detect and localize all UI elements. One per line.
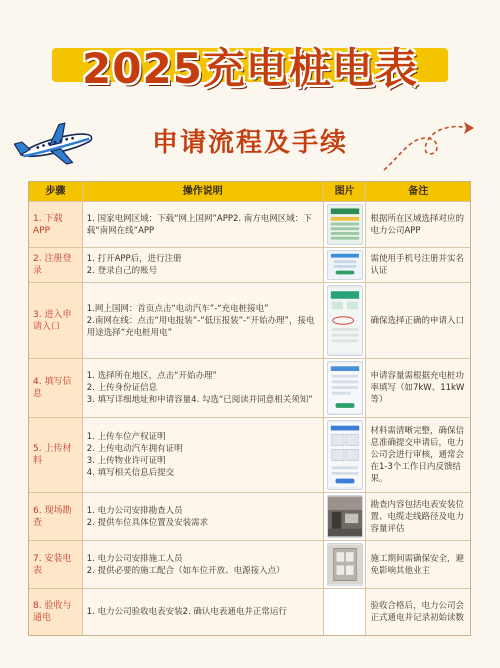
operation-line: 1. 电力公司验收电表安装2. 确认电表通电并正常运行	[86, 607, 287, 617]
operation-line: 2. 上传电动汽车拥有证明	[86, 444, 183, 454]
note-cell: 申请容量需根据充电桩功率填写（如7kW、11kW等）	[365, 359, 470, 417]
operation-line: 1. 电力公司安排施工人员	[86, 553, 183, 564]
step-label: 2. 注册登录	[29, 248, 82, 282]
garage-photo-icon	[327, 495, 363, 538]
image-cell	[323, 202, 366, 247]
note-cell: 施工期间需确保安全，避免影响其他业主	[365, 541, 470, 588]
table-row	[29, 492, 470, 540]
operation-line: 2. 提供必要的施工配合（如车位开放、电源接入点）	[86, 565, 285, 576]
upload-screenshot-icon	[327, 420, 363, 490]
operation-line: 1.网上国网：首页点击“电动汽车”-“充电桩接电”	[86, 303, 269, 314]
step-label: 5. 上传材料	[29, 418, 82, 492]
operation-line: 2.南网在线：点击“用电报装”-“低压报装”-“开始办理”，接电用途选择“充电桩用电”	[86, 315, 315, 338]
note-cell: 需使用手机号注册并实名认证	[365, 248, 470, 282]
table-row	[29, 540, 470, 588]
image-cell	[323, 493, 366, 540]
operation-cell	[82, 359, 323, 417]
process-table	[28, 181, 471, 636]
table-row	[29, 201, 470, 247]
column-header-step: 步骤	[29, 182, 82, 201]
image-cell	[323, 541, 366, 588]
image-cell	[323, 248, 366, 282]
note-cell: 根据所在区域选择对应的电力公司APP	[365, 202, 470, 247]
image-cell-empty	[323, 589, 366, 635]
table-row	[29, 417, 470, 492]
app-store-screenshot-icon	[327, 204, 363, 245]
step-label: 1. 下载 APP	[29, 202, 82, 247]
image-cell	[323, 283, 366, 358]
operation-line: 2. 上传身份证信息	[86, 383, 158, 393]
operation-cell	[82, 589, 323, 635]
operation-line: 1. 打开APP后，进行注册	[86, 254, 182, 264]
page-subtitle: 申请流程及手续	[151, 128, 348, 158]
operation-line: 1. 选择所在地区，点击“开始办理”	[86, 371, 217, 381]
operation-line: 2. 登录自己的账号	[86, 266, 158, 276]
step-label: 4. 填写信息	[29, 359, 82, 417]
step-label: 3. 进入申请入口	[29, 283, 82, 358]
image-cell	[323, 418, 366, 492]
page-title: 2025充电桩电表	[82, 44, 418, 93]
column-header-note: 备注	[365, 182, 470, 201]
table-row	[29, 282, 470, 358]
login-screenshot-icon	[327, 250, 363, 280]
operation-cell	[82, 248, 323, 282]
app-menu-screenshot-icon	[327, 285, 363, 356]
operation-cell	[82, 541, 323, 588]
column-header-image: 图片	[323, 182, 366, 201]
step-label: 8. 验收与通电	[29, 589, 82, 635]
operation-line: 4. 填写相关信息后提交	[86, 468, 175, 478]
note-cell: 材料需清晰完整，确保信息准确提交申请后，电力公司会进行审核，通常会在1-3个工作日内反馈结果。	[365, 418, 470, 492]
form-screenshot-icon	[327, 361, 363, 415]
step-label: 6. 现场勘查	[29, 493, 82, 540]
operation-line: 3. 填写详细地址和申请容量4. 勾选“已阅读并同意相关须知”	[86, 395, 313, 405]
operation-cell	[82, 202, 323, 247]
step-label: 7. 安装电表	[29, 541, 82, 588]
operation-line: 3. 上传物业许可证明	[86, 456, 166, 466]
table-row	[29, 358, 470, 417]
operation-cell	[82, 493, 323, 540]
operation-cell	[82, 418, 323, 492]
operation-line: 2. 提供车位具体位置及安装需求	[86, 517, 209, 528]
operation-line: 1. 电力公司安排勘查人员	[86, 505, 183, 516]
operation-line: 1. 国家电网区域：下载“网上国网”APP2. 南方电网区域：下载“南网在线”APP	[86, 213, 312, 236]
table-header-row	[29, 182, 470, 201]
dashed-flight-path-icon	[380, 116, 476, 176]
meter-box-photo-icon	[327, 543, 363, 586]
note-cell: 验收合格后，电力公司会正式通电并记录初始读数	[365, 589, 470, 635]
operation-line: 1. 上传车位产权证明	[86, 432, 166, 442]
operation-cell	[82, 283, 323, 358]
note-cell: 勘查内容包括电表安装位置、电缆走线路径及电力容量评估	[365, 493, 470, 540]
table-row	[29, 247, 470, 282]
column-header-operation: 操作说明	[82, 182, 323, 201]
image-cell	[323, 359, 366, 417]
table-row	[29, 588, 470, 635]
note-cell: 确保选择正确的申请入口	[365, 283, 470, 358]
